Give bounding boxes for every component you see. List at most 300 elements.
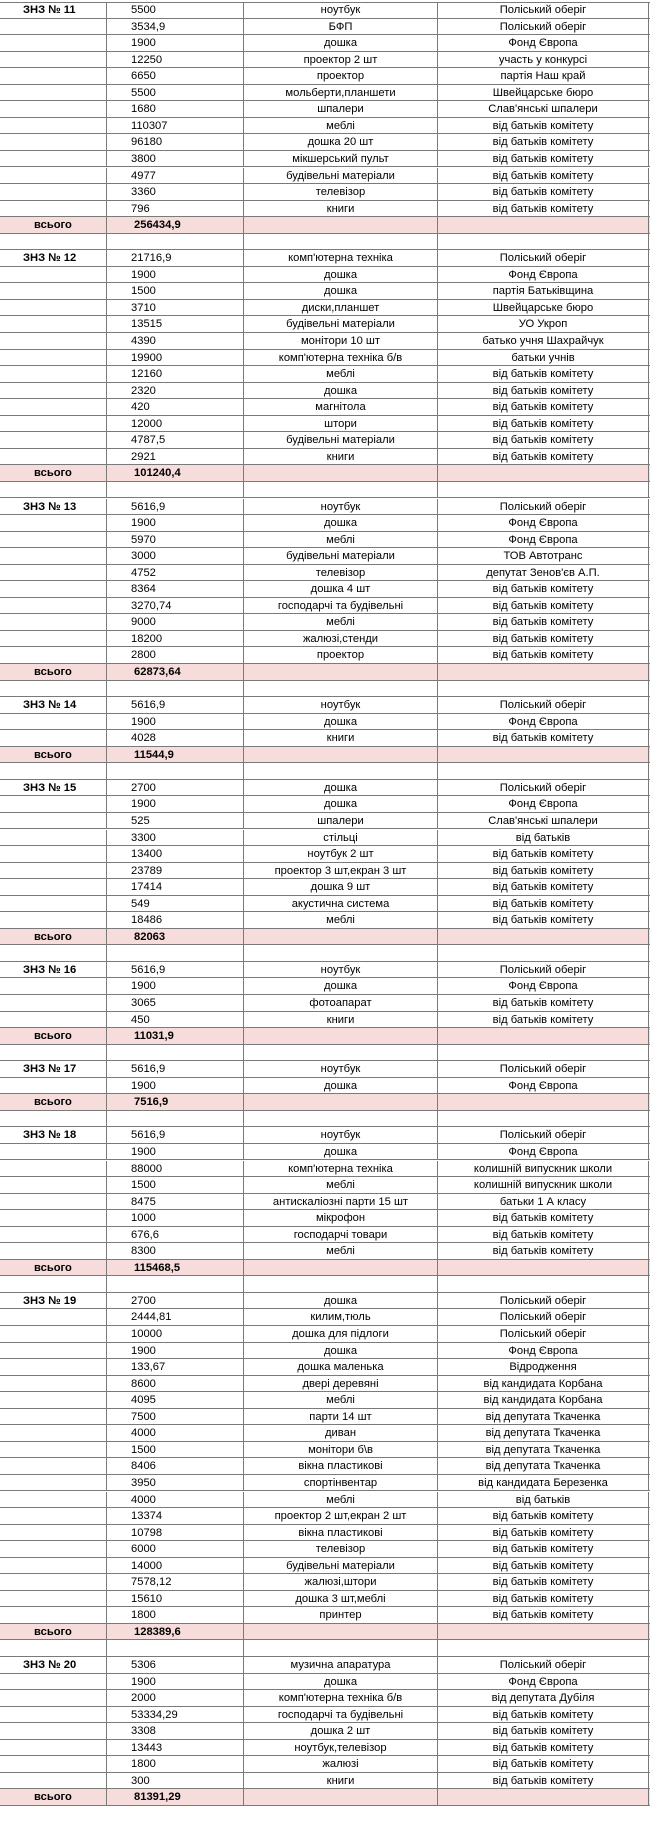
- school-cell[interactable]: [0, 234, 107, 250]
- amount-cell[interactable]: 6650: [107, 68, 244, 84]
- source-cell[interactable]: від кандидата Корбана: [438, 1376, 649, 1392]
- amount-cell[interactable]: 525: [107, 813, 244, 829]
- source-cell[interactable]: від батьків комітету: [438, 151, 649, 167]
- school-cell[interactable]: [0, 863, 107, 879]
- source-cell[interactable]: Відродження: [438, 1359, 649, 1375]
- school-cell[interactable]: [0, 416, 107, 432]
- source-cell[interactable]: [438, 681, 649, 697]
- item-cell[interactable]: дошка для підлоги: [244, 1326, 438, 1342]
- amount-cell[interactable]: [107, 763, 244, 779]
- amount-cell[interactable]: 4752: [107, 565, 244, 581]
- amount-cell[interactable]: 2921: [107, 449, 244, 465]
- amount-cell[interactable]: 88000: [107, 1161, 244, 1177]
- source-cell[interactable]: від батьків комітету: [438, 366, 649, 382]
- school-cell[interactable]: [0, 1309, 107, 1325]
- school-cell[interactable]: [0, 995, 107, 1011]
- source-cell[interactable]: Поліський оберіг: [438, 1293, 649, 1309]
- total-label-cell[interactable]: всього: [0, 747, 107, 763]
- source-cell[interactable]: від батьків: [438, 830, 649, 846]
- school-cell[interactable]: [0, 1111, 107, 1127]
- school-cell[interactable]: [0, 1326, 107, 1342]
- amount-cell[interactable]: 8600: [107, 1376, 244, 1392]
- source-cell[interactable]: від батьків комітету: [438, 1723, 649, 1739]
- amount-cell[interactable]: 21716,9: [107, 250, 244, 266]
- source-cell[interactable]: [438, 217, 649, 233]
- source-cell[interactable]: Фонд Європа: [438, 714, 649, 730]
- source-cell[interactable]: від батьків комітету: [438, 432, 649, 448]
- school-cell[interactable]: [0, 896, 107, 912]
- school-cell[interactable]: [0, 1525, 107, 1541]
- total-label-cell[interactable]: всього: [0, 217, 107, 233]
- source-cell[interactable]: від батьків комітету: [438, 1773, 649, 1789]
- school-cell[interactable]: [0, 68, 107, 84]
- school-cell[interactable]: [0, 52, 107, 68]
- item-cell[interactable]: ноутбук 2 шт: [244, 846, 438, 862]
- total-amount-cell[interactable]: 11544,9: [107, 747, 244, 763]
- amount-cell[interactable]: 420: [107, 399, 244, 415]
- amount-cell[interactable]: 1900: [107, 1144, 244, 1160]
- source-cell[interactable]: від батьків комітету: [438, 896, 649, 912]
- source-cell[interactable]: Слав'янські шпалери: [438, 813, 649, 829]
- total-label-cell[interactable]: всього: [0, 1260, 107, 1276]
- amount-cell[interactable]: 300: [107, 1773, 244, 1789]
- amount-cell[interactable]: 2320: [107, 383, 244, 399]
- source-cell[interactable]: Фонд Європа: [438, 35, 649, 51]
- school-cell[interactable]: ЗНЗ № 20: [0, 1657, 107, 1673]
- item-cell[interactable]: монітори 10 шт: [244, 333, 438, 349]
- source-cell[interactable]: батьки 1 А класу: [438, 1194, 649, 1210]
- amount-cell[interactable]: 23789: [107, 863, 244, 879]
- school-cell[interactable]: [0, 283, 107, 299]
- item-cell[interactable]: музична апаратура: [244, 1657, 438, 1673]
- source-cell[interactable]: від батьків комітету: [438, 730, 649, 746]
- school-cell[interactable]: [0, 316, 107, 332]
- school-cell[interactable]: ЗНЗ № 13: [0, 499, 107, 515]
- amount-cell[interactable]: 1900: [107, 978, 244, 994]
- school-cell[interactable]: [0, 631, 107, 647]
- amount-cell[interactable]: 1500: [107, 283, 244, 299]
- source-cell[interactable]: участь у конкурсі: [438, 52, 649, 68]
- source-cell[interactable]: [438, 234, 649, 250]
- total-amount-cell[interactable]: 115468,5: [107, 1260, 244, 1276]
- amount-cell[interactable]: 1500: [107, 1177, 244, 1193]
- amount-cell[interactable]: 2000: [107, 1690, 244, 1706]
- item-cell[interactable]: дошка: [244, 1343, 438, 1359]
- school-cell[interactable]: [0, 912, 107, 928]
- item-cell[interactable]: будівельні матеріали: [244, 168, 438, 184]
- item-cell[interactable]: меблі: [244, 1177, 438, 1193]
- school-cell[interactable]: [0, 879, 107, 895]
- item-cell[interactable]: телевізор: [244, 184, 438, 200]
- item-cell[interactable]: книги: [244, 201, 438, 217]
- amount-cell[interactable]: 5500: [107, 85, 244, 101]
- amount-cell[interactable]: 12160: [107, 366, 244, 382]
- school-cell[interactable]: ЗНЗ № 12: [0, 250, 107, 266]
- item-cell[interactable]: диван: [244, 1425, 438, 1441]
- item-cell[interactable]: ноутбук: [244, 962, 438, 978]
- amount-cell[interactable]: [107, 482, 244, 498]
- school-cell[interactable]: [0, 118, 107, 134]
- amount-cell[interactable]: 1680: [107, 101, 244, 117]
- item-cell[interactable]: дошка маленька: [244, 1359, 438, 1375]
- item-cell[interactable]: шпалери: [244, 101, 438, 117]
- total-amount-cell[interactable]: 101240,4: [107, 465, 244, 481]
- amount-cell[interactable]: 796: [107, 201, 244, 217]
- source-cell[interactable]: [438, 1111, 649, 1127]
- source-cell[interactable]: [438, 482, 649, 498]
- item-cell[interactable]: [244, 681, 438, 697]
- amount-cell[interactable]: 5616,9: [107, 499, 244, 515]
- school-cell[interactable]: ЗНЗ № 15: [0, 780, 107, 796]
- amount-cell[interactable]: 12000: [107, 416, 244, 432]
- item-cell[interactable]: двері деревяні: [244, 1376, 438, 1392]
- source-cell[interactable]: від батьків комітету: [438, 846, 649, 862]
- amount-cell[interactable]: 3270,74: [107, 598, 244, 614]
- school-cell[interactable]: [0, 945, 107, 961]
- source-cell[interactable]: [438, 1276, 649, 1292]
- source-cell[interactable]: від батьків комітету: [438, 1740, 649, 1756]
- school-cell[interactable]: ЗНЗ № 19: [0, 1293, 107, 1309]
- item-cell[interactable]: дошка: [244, 1144, 438, 1160]
- source-cell[interactable]: від батьків комітету: [438, 598, 649, 614]
- amount-cell[interactable]: 7578,12: [107, 1574, 244, 1590]
- item-cell[interactable]: дошка: [244, 1674, 438, 1690]
- school-cell[interactable]: [0, 1541, 107, 1557]
- school-cell[interactable]: [0, 366, 107, 382]
- item-cell[interactable]: [244, 929, 438, 945]
- amount-cell[interactable]: [107, 1111, 244, 1127]
- source-cell[interactable]: від батьків комітету: [438, 1541, 649, 1557]
- school-cell[interactable]: [0, 598, 107, 614]
- source-cell[interactable]: від батьків: [438, 1492, 649, 1508]
- source-cell[interactable]: [438, 945, 649, 961]
- school-cell[interactable]: [0, 1574, 107, 1590]
- source-cell[interactable]: від батьків комітету: [438, 863, 649, 879]
- school-cell[interactable]: [0, 1012, 107, 1028]
- source-cell[interactable]: Поліський оберіг: [438, 697, 649, 713]
- item-cell[interactable]: [244, 1276, 438, 1292]
- amount-cell[interactable]: 3360: [107, 184, 244, 200]
- item-cell[interactable]: мольберти,планшети: [244, 85, 438, 101]
- amount-cell[interactable]: 450: [107, 1012, 244, 1028]
- item-cell[interactable]: [244, 747, 438, 763]
- amount-cell[interactable]: 1900: [107, 1078, 244, 1094]
- source-cell[interactable]: від депутата Ткаченка: [438, 1442, 649, 1458]
- source-cell[interactable]: від депутата Ткаченка: [438, 1425, 649, 1441]
- item-cell[interactable]: телевізор: [244, 565, 438, 581]
- source-cell[interactable]: від батьків комітету: [438, 631, 649, 647]
- school-cell[interactable]: [0, 1392, 107, 1408]
- school-cell[interactable]: [0, 714, 107, 730]
- school-cell[interactable]: [0, 1508, 107, 1524]
- source-cell[interactable]: колишній випускник школи: [438, 1177, 649, 1193]
- source-cell[interactable]: [438, 1045, 649, 1061]
- school-cell[interactable]: [0, 1409, 107, 1425]
- item-cell[interactable]: парти 14 шт: [244, 1409, 438, 1425]
- school-cell[interactable]: [0, 151, 107, 167]
- item-cell[interactable]: книги: [244, 1773, 438, 1789]
- source-cell[interactable]: Слав'янські шпалери: [438, 101, 649, 117]
- amount-cell[interactable]: 13443: [107, 1740, 244, 1756]
- source-cell[interactable]: Фонд Європа: [438, 1674, 649, 1690]
- source-cell[interactable]: депутат Зенов'єв А.П.: [438, 565, 649, 581]
- amount-cell[interactable]: 2700: [107, 780, 244, 796]
- school-cell[interactable]: [0, 201, 107, 217]
- item-cell[interactable]: шпалери: [244, 813, 438, 829]
- item-cell[interactable]: [244, 945, 438, 961]
- source-cell[interactable]: від батьків комітету: [438, 995, 649, 1011]
- school-cell[interactable]: [0, 1210, 107, 1226]
- source-cell[interactable]: Фонд Європа: [438, 978, 649, 994]
- school-cell[interactable]: [0, 184, 107, 200]
- amount-cell[interactable]: 3534,9: [107, 19, 244, 35]
- school-cell[interactable]: [0, 1740, 107, 1756]
- school-cell[interactable]: [0, 168, 107, 184]
- item-cell[interactable]: ноутбук: [244, 697, 438, 713]
- item-cell[interactable]: вікна пластикові: [244, 1458, 438, 1474]
- item-cell[interactable]: проектор: [244, 68, 438, 84]
- item-cell[interactable]: [244, 482, 438, 498]
- source-cell[interactable]: від батьків комітету: [438, 383, 649, 399]
- school-cell[interactable]: [0, 1425, 107, 1441]
- source-cell[interactable]: від батьків комітету: [438, 1558, 649, 1574]
- source-cell[interactable]: [438, 1094, 649, 1110]
- source-cell[interactable]: Поліський оберіг: [438, 2, 649, 18]
- school-cell[interactable]: [0, 482, 107, 498]
- school-cell[interactable]: [0, 1475, 107, 1491]
- item-cell[interactable]: мікрофон: [244, 1210, 438, 1226]
- school-cell[interactable]: [0, 1144, 107, 1160]
- amount-cell[interactable]: 10000: [107, 1326, 244, 1342]
- item-cell[interactable]: магнітола: [244, 399, 438, 415]
- school-cell[interactable]: ЗНЗ № 14: [0, 697, 107, 713]
- item-cell[interactable]: будівельні матеріали: [244, 316, 438, 332]
- amount-cell[interactable]: 1900: [107, 267, 244, 283]
- school-cell[interactable]: [0, 1276, 107, 1292]
- item-cell[interactable]: комп'ютерна техніка б/в: [244, 1690, 438, 1706]
- source-cell[interactable]: від батьків комітету: [438, 1525, 649, 1541]
- source-cell[interactable]: [438, 1624, 649, 1640]
- source-cell[interactable]: від депутата Ткаченка: [438, 1409, 649, 1425]
- source-cell[interactable]: [438, 1789, 649, 1805]
- source-cell[interactable]: [438, 1640, 649, 1656]
- source-cell[interactable]: від батьків комітету: [438, 647, 649, 663]
- school-cell[interactable]: [0, 647, 107, 663]
- school-cell[interactable]: [0, 1442, 107, 1458]
- item-cell[interactable]: будівельні матеріали: [244, 1558, 438, 1574]
- amount-cell[interactable]: 5616,9: [107, 962, 244, 978]
- item-cell[interactable]: книги: [244, 449, 438, 465]
- item-cell[interactable]: комп'ютерна техніка: [244, 250, 438, 266]
- amount-cell[interactable]: 1000: [107, 1210, 244, 1226]
- amount-cell[interactable]: 8406: [107, 1458, 244, 1474]
- amount-cell[interactable]: 7500: [107, 1409, 244, 1425]
- school-cell[interactable]: [0, 1194, 107, 1210]
- school-cell[interactable]: [0, 830, 107, 846]
- total-amount-cell[interactable]: 11031,9: [107, 1028, 244, 1044]
- amount-cell[interactable]: 14000: [107, 1558, 244, 1574]
- source-cell[interactable]: Поліський оберіг: [438, 962, 649, 978]
- source-cell[interactable]: від батьків комітету: [438, 1227, 649, 1243]
- amount-cell[interactable]: 8364: [107, 581, 244, 597]
- item-cell[interactable]: [244, 217, 438, 233]
- item-cell[interactable]: [244, 1045, 438, 1061]
- item-cell[interactable]: дошка 20 шт: [244, 134, 438, 150]
- item-cell[interactable]: дошка 9 шт: [244, 879, 438, 895]
- item-cell[interactable]: меблі: [244, 366, 438, 382]
- amount-cell[interactable]: [107, 945, 244, 961]
- source-cell[interactable]: Поліський оберіг: [438, 499, 649, 515]
- school-cell[interactable]: [0, 1227, 107, 1243]
- source-cell[interactable]: [438, 1260, 649, 1276]
- item-cell[interactable]: проектор 3 шт,екран 3 шт: [244, 863, 438, 879]
- amount-cell[interactable]: 5616,9: [107, 1127, 244, 1143]
- amount-cell[interactable]: 1900: [107, 714, 244, 730]
- item-cell[interactable]: меблі: [244, 614, 438, 630]
- item-cell[interactable]: меблі: [244, 912, 438, 928]
- amount-cell[interactable]: 3308: [107, 1723, 244, 1739]
- school-cell[interactable]: [0, 19, 107, 35]
- amount-cell[interactable]: 2700: [107, 1293, 244, 1309]
- school-cell[interactable]: [0, 267, 107, 283]
- item-cell[interactable]: будівельні матеріали: [244, 548, 438, 564]
- amount-cell[interactable]: 133,67: [107, 1359, 244, 1375]
- item-cell[interactable]: дошка 3 шт,меблі: [244, 1591, 438, 1607]
- school-cell[interactable]: [0, 333, 107, 349]
- amount-cell[interactable]: [107, 234, 244, 250]
- school-cell[interactable]: [0, 1078, 107, 1094]
- amount-cell[interactable]: [107, 1276, 244, 1292]
- item-cell[interactable]: жалюзі,стенди: [244, 631, 438, 647]
- item-cell[interactable]: ноутбук: [244, 1127, 438, 1143]
- school-cell[interactable]: [0, 1591, 107, 1607]
- school-cell[interactable]: [0, 532, 107, 548]
- source-cell[interactable]: від батьків комітету: [438, 416, 649, 432]
- item-cell[interactable]: дошка: [244, 1293, 438, 1309]
- amount-cell[interactable]: 1800: [107, 1756, 244, 1772]
- amount-cell[interactable]: 9000: [107, 614, 244, 630]
- amount-cell[interactable]: 2800: [107, 647, 244, 663]
- item-cell[interactable]: дошка: [244, 35, 438, 51]
- school-cell[interactable]: [0, 350, 107, 366]
- amount-cell[interactable]: 4977: [107, 168, 244, 184]
- total-amount-cell[interactable]: 7516,9: [107, 1094, 244, 1110]
- item-cell[interactable]: [244, 763, 438, 779]
- amount-cell[interactable]: 13515: [107, 316, 244, 332]
- source-cell[interactable]: ТОВ Автотранс: [438, 548, 649, 564]
- item-cell[interactable]: ноутбук: [244, 2, 438, 18]
- school-cell[interactable]: [0, 565, 107, 581]
- item-cell[interactable]: спортінвентар: [244, 1475, 438, 1491]
- school-cell[interactable]: [0, 101, 107, 117]
- source-cell[interactable]: Поліський оберіг: [438, 1127, 649, 1143]
- amount-cell[interactable]: 1900: [107, 1674, 244, 1690]
- item-cell[interactable]: диски,планшет: [244, 300, 438, 316]
- school-cell[interactable]: [0, 383, 107, 399]
- item-cell[interactable]: штори: [244, 416, 438, 432]
- source-cell[interactable]: Поліський оберіг: [438, 19, 649, 35]
- item-cell[interactable]: дошка: [244, 714, 438, 730]
- total-amount-cell[interactable]: 128389,6: [107, 1624, 244, 1640]
- amount-cell[interactable]: 13374: [107, 1508, 244, 1524]
- amount-cell[interactable]: 1800: [107, 1607, 244, 1623]
- item-cell[interactable]: мікшерський пульт: [244, 151, 438, 167]
- school-cell[interactable]: [0, 614, 107, 630]
- item-cell[interactable]: вікна пластикові: [244, 1525, 438, 1541]
- source-cell[interactable]: Фонд Європа: [438, 796, 649, 812]
- amount-cell[interactable]: 5970: [107, 532, 244, 548]
- amount-cell[interactable]: 3950: [107, 1475, 244, 1491]
- source-cell[interactable]: від батьків комітету: [438, 1756, 649, 1772]
- item-cell[interactable]: меблі: [244, 532, 438, 548]
- item-cell[interactable]: фотоапарат: [244, 995, 438, 1011]
- school-cell[interactable]: [0, 35, 107, 51]
- amount-cell[interactable]: 5306: [107, 1657, 244, 1673]
- amount-cell[interactable]: 8475: [107, 1194, 244, 1210]
- school-cell[interactable]: [0, 763, 107, 779]
- school-cell[interactable]: [0, 449, 107, 465]
- source-cell[interactable]: від батьків комітету: [438, 118, 649, 134]
- amount-cell[interactable]: 3065: [107, 995, 244, 1011]
- amount-cell[interactable]: 5616,9: [107, 1061, 244, 1077]
- source-cell[interactable]: від батьків комітету: [438, 134, 649, 150]
- school-cell[interactable]: [0, 1756, 107, 1772]
- item-cell[interactable]: дошка 2 шт: [244, 1723, 438, 1739]
- amount-cell[interactable]: 1900: [107, 796, 244, 812]
- item-cell[interactable]: [244, 465, 438, 481]
- item-cell[interactable]: [244, 234, 438, 250]
- item-cell[interactable]: жалюзі: [244, 1756, 438, 1772]
- item-cell[interactable]: комп'ютерна техніка б/в: [244, 350, 438, 366]
- source-cell[interactable]: Швейцарське бюро: [438, 300, 649, 316]
- school-cell[interactable]: [0, 1376, 107, 1392]
- item-cell[interactable]: книги: [244, 730, 438, 746]
- school-cell[interactable]: [0, 300, 107, 316]
- source-cell[interactable]: від батьків комітету: [438, 1607, 649, 1623]
- item-cell[interactable]: дошка: [244, 1078, 438, 1094]
- source-cell[interactable]: Фонд Європа: [438, 515, 649, 531]
- item-cell[interactable]: стільці: [244, 830, 438, 846]
- source-cell[interactable]: від батьків комітету: [438, 1508, 649, 1524]
- item-cell[interactable]: ноутбук: [244, 499, 438, 515]
- school-cell[interactable]: [0, 730, 107, 746]
- item-cell[interactable]: господарчі товари: [244, 1227, 438, 1243]
- source-cell[interactable]: [438, 747, 649, 763]
- school-cell[interactable]: [0, 1243, 107, 1259]
- item-cell[interactable]: [244, 1028, 438, 1044]
- item-cell[interactable]: акустична система: [244, 896, 438, 912]
- school-cell[interactable]: ЗНЗ № 17: [0, 1061, 107, 1077]
- source-cell[interactable]: Фонд Європа: [438, 532, 649, 548]
- source-cell[interactable]: від батьків комітету: [438, 1707, 649, 1723]
- amount-cell[interactable]: 17414: [107, 879, 244, 895]
- source-cell[interactable]: Поліський оберіг: [438, 780, 649, 796]
- item-cell[interactable]: меблі: [244, 1392, 438, 1408]
- amount-cell[interactable]: 1500: [107, 1442, 244, 1458]
- item-cell[interactable]: [244, 1624, 438, 1640]
- item-cell[interactable]: килим,тюль: [244, 1309, 438, 1325]
- amount-cell[interactable]: 19900: [107, 350, 244, 366]
- amount-cell[interactable]: [107, 1045, 244, 1061]
- item-cell[interactable]: телевізор: [244, 1541, 438, 1557]
- total-label-cell[interactable]: всього: [0, 1094, 107, 1110]
- item-cell[interactable]: дошка: [244, 515, 438, 531]
- item-cell[interactable]: комп'ютерна техніка: [244, 1161, 438, 1177]
- source-cell[interactable]: від батьків комітету: [438, 1591, 649, 1607]
- item-cell[interactable]: БФП: [244, 19, 438, 35]
- source-cell[interactable]: від батьків комітету: [438, 168, 649, 184]
- source-cell[interactable]: від батьків комітету: [438, 1574, 649, 1590]
